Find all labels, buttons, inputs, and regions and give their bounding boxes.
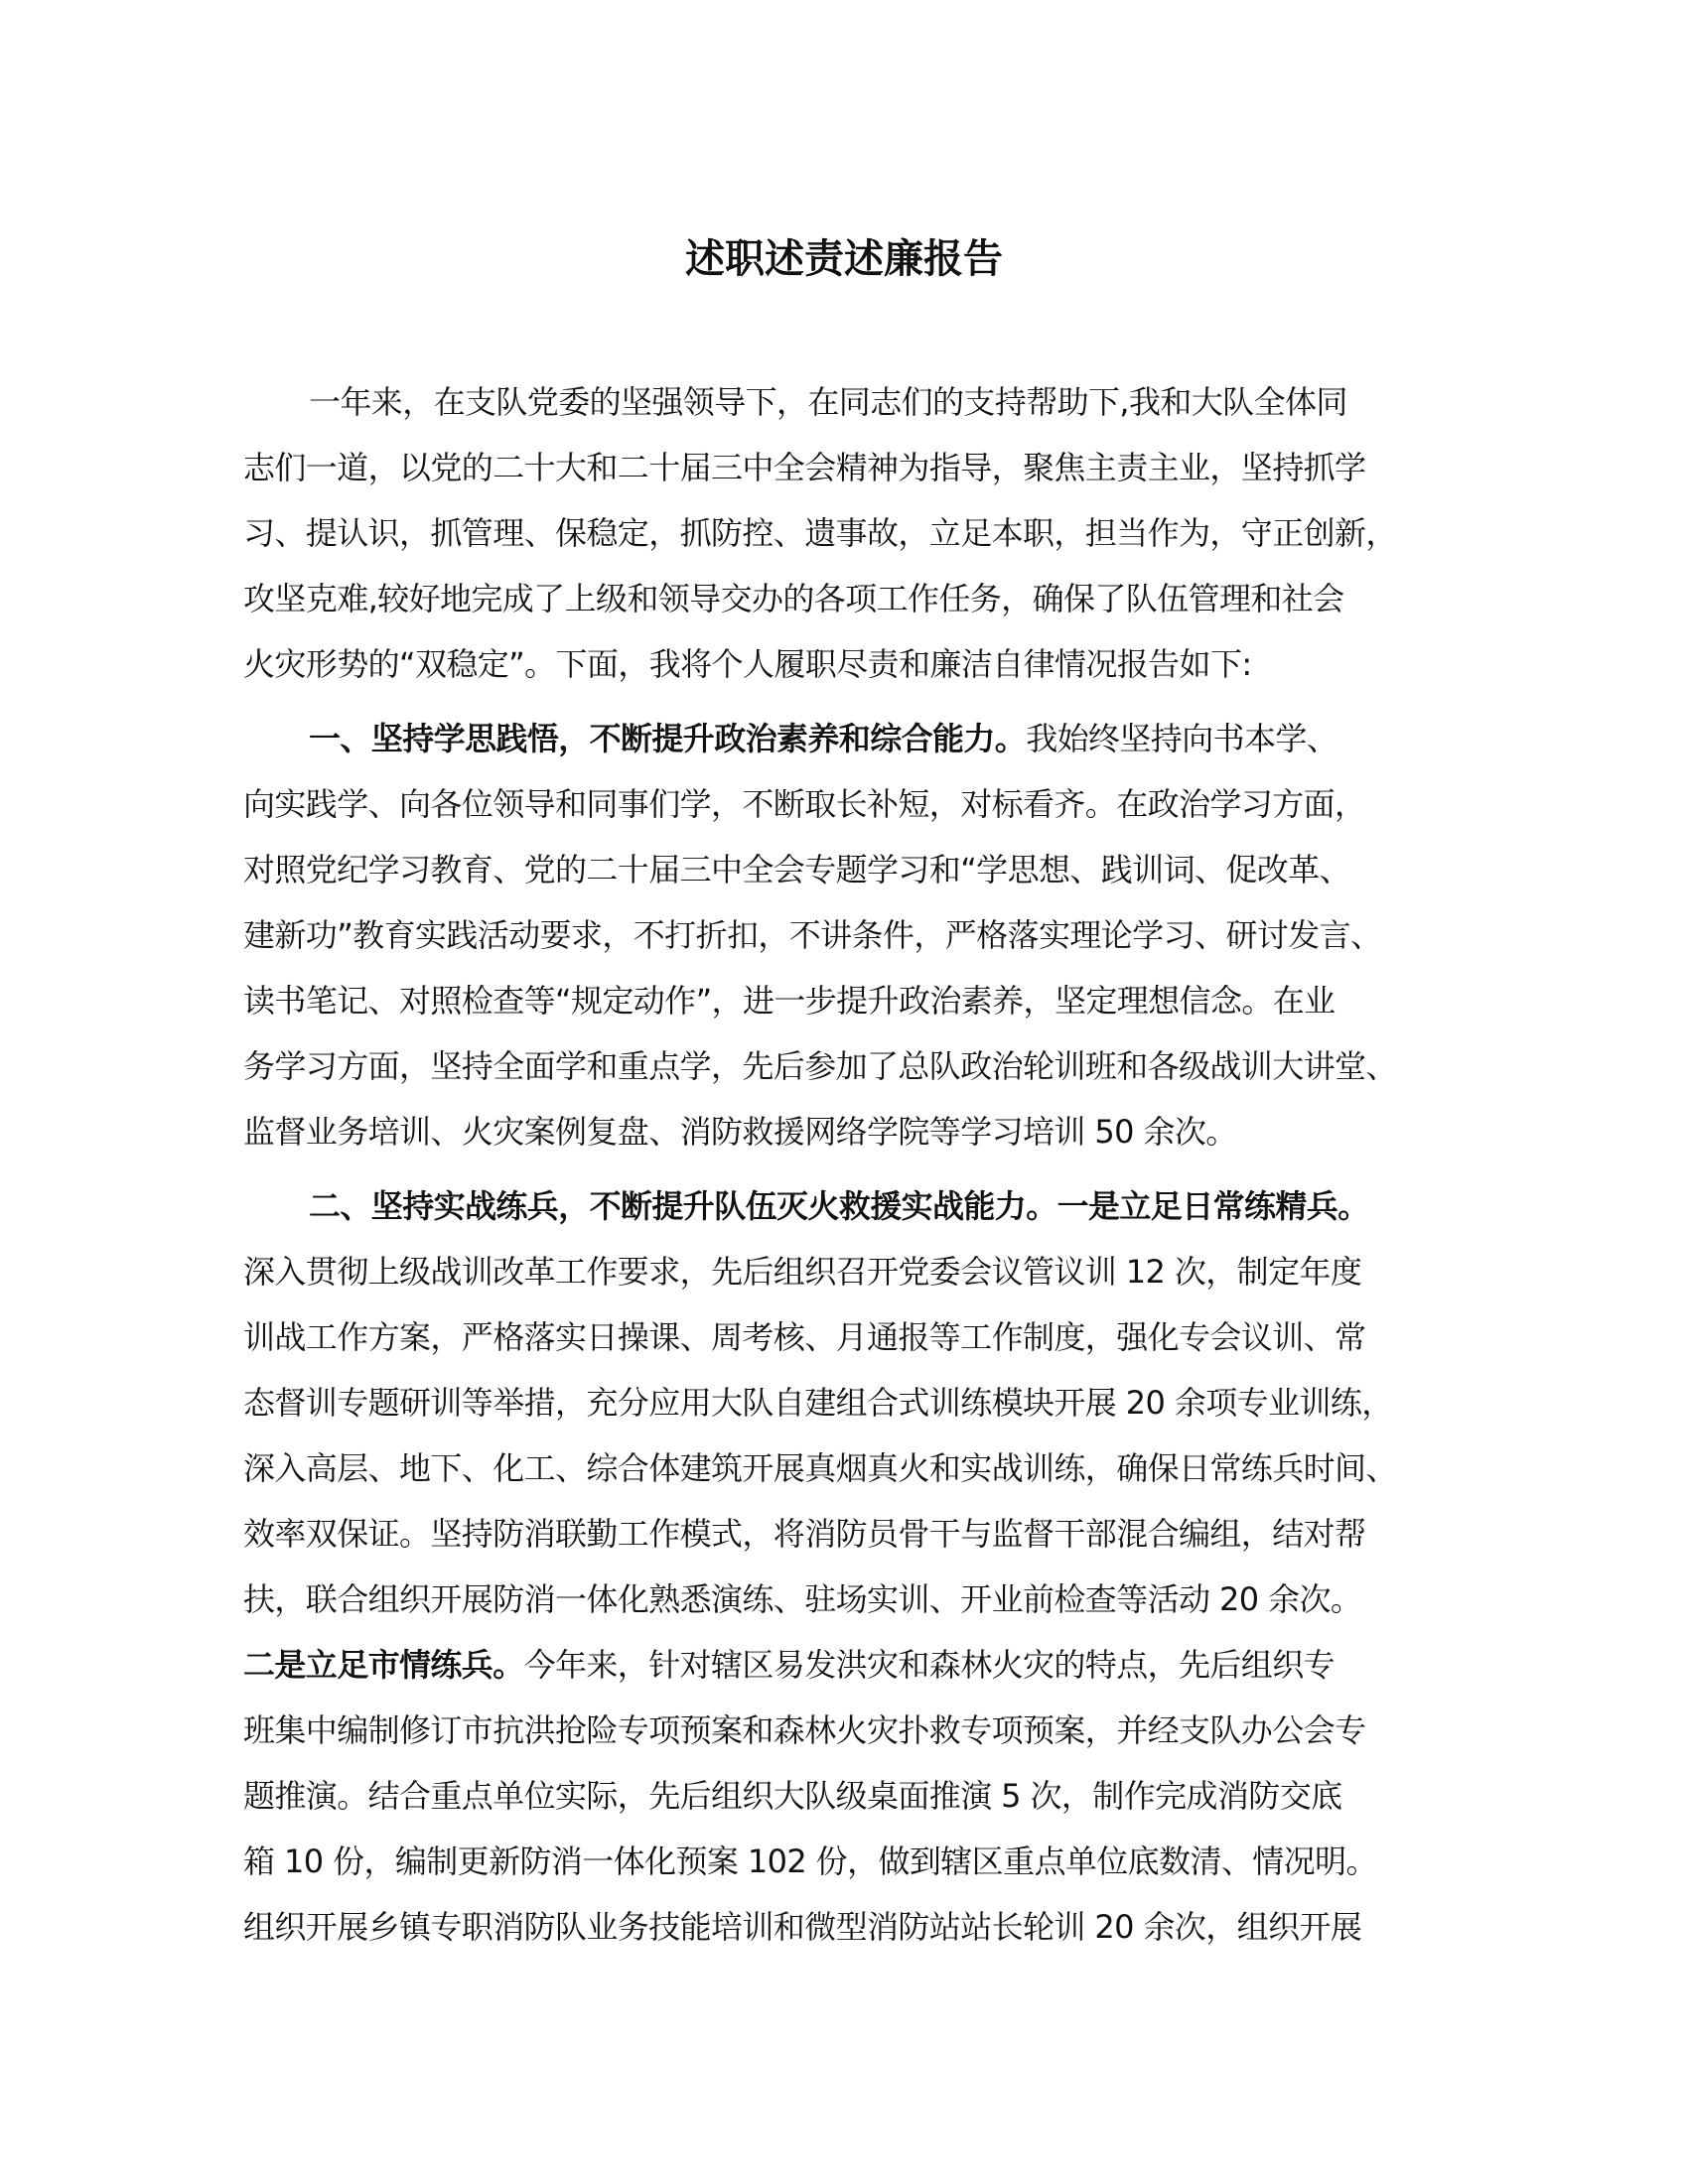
- bold-heading-text: 一、坚持学思践悟，不断提升政治素养和综合能力。: [309, 720, 1027, 757]
- body-text: 班集中编制修订市抗洪抢险专项预案和森林火灾扑救专项预案，并经支队办公会专: [243, 1711, 1366, 1749]
- text-line: [243, 1370, 1465, 1435]
- body-text: 向实践学、向各位领导和同事们学，不断取长补短，对标看齐。在政治学习方面，: [243, 785, 1366, 823]
- text-line: [243, 500, 1465, 566]
- text-line: [243, 1894, 1465, 1960]
- body-text: 态督训专题研训等举措，充分应用大队自建组合式训练模块开展 20 余项专业训练，: [243, 1384, 1393, 1422]
- body-text: 一年来，在支队党委的坚强领导下，在同志们的支持帮助下,我和大队全体同: [309, 383, 1347, 421]
- body-text: 我始终坚持向书本学、: [1026, 720, 1338, 757]
- body-text: 深入高层、地下、化工、综合体建筑开展真烟真火和实战训练，确保日常练兵时间、: [243, 1449, 1397, 1487]
- text-line: [243, 1567, 1465, 1632]
- body-text: 题推演。结合重点单位实际，先后组织大队级桌面推演 5 次，制作完成消防交底: [243, 1777, 1342, 1815]
- body-text: 务学习方面，坚持全面学和重点学，先后参加了总队政治轮训班和各级战训大讲堂、: [243, 1047, 1397, 1085]
- text-line: [243, 706, 1465, 771]
- text-line: [243, 1173, 1465, 1239]
- body-text: 扶，联合组织开展防消一体化熟悉演练、驻场实训、开业前检查等活动 20 余次。: [243, 1580, 1362, 1618]
- text-line: [243, 1304, 1465, 1370]
- body-text: 攻坚克难,较好地完成了上级和领导交办的各项工作任务，确保了队伍管理和社会: [243, 580, 1344, 617]
- body-text: 对照党纪学习教育、党的二十届三中全会专题学习和“学思想、践训词、促改革、: [243, 851, 1350, 888]
- body-text: 监督业务培训、火灾案例复盘、消防救援网络学院等学习培训 50 余次。: [243, 1113, 1237, 1151]
- body-text: 习、提认识，抓管理、保稳定，抓防控、遗事故，立足本职，担当作为，守正创新，: [243, 514, 1397, 552]
- body-text: 志们一道，以党的二十大和二十届三中全会精神为指导，聚焦主责主业，坚持抓学: [243, 449, 1366, 486]
- paragraph: [243, 706, 1465, 1164]
- text-line: [243, 1632, 1465, 1698]
- body-text: 深入贯彻上级战训改革工作要求，先后组织召开党委会议管议训 12 次，制定年度: [243, 1253, 1362, 1291]
- text-line: [243, 631, 1465, 697]
- document-title: 述职述责述廉报告: [685, 235, 1003, 282]
- text-line: [243, 369, 1465, 435]
- text-line: [243, 1829, 1465, 1894]
- text-line: [243, 1099, 1465, 1164]
- text-line: [243, 771, 1465, 837]
- text-line: [243, 1763, 1465, 1829]
- text-line: [243, 435, 1465, 500]
- document-body: [243, 369, 1465, 1969]
- text-line: [243, 1033, 1465, 1099]
- text-line: [243, 968, 1465, 1033]
- body-text: 效率双保证。坚持防消联勤工作模式，将消防员骨干与监督干部混合编组，结对帮: [243, 1515, 1366, 1553]
- body-text: 读书笔记、对照检查等“规定动作”，进一步提升政治素养，坚定理想信念。在业: [243, 982, 1336, 1020]
- bold-heading-text: 二是立足市情练兵。: [243, 1646, 524, 1684]
- body-text: 训战工作方案，严格落实日操课、周考核、月通报等工作制度，强化专会议训、常: [243, 1318, 1366, 1356]
- text-line: [243, 1501, 1465, 1567]
- text-line: [243, 837, 1465, 902]
- body-text: 火灾形势的“双稳定”。下面，我将个人履职尽责和廉洁自律情况报告如下:: [243, 645, 1252, 683]
- text-line: [243, 902, 1465, 968]
- body-text: 组织开展乡镇专职消防队业务技能培训和微型消防站站长轮训 20 余次，组织开展: [243, 1908, 1362, 1946]
- text-line: [243, 1698, 1465, 1763]
- text-line: [243, 1239, 1465, 1304]
- bold-heading-text: 二、坚持实战练兵，不断提升队伍灭火救援实战能力。一是立足日常练精兵。: [309, 1187, 1369, 1225]
- body-text: 建新功”教育实践活动要求，不打折扣，不讲条件，严格落实理论学习、研讨发言、: [243, 916, 1382, 954]
- paragraph: [243, 369, 1465, 697]
- body-text: 今年来，针对辖区易发洪灾和森林火灾的特点，先后组织专: [523, 1646, 1336, 1684]
- text-line: [243, 566, 1465, 631]
- text-line: [243, 1435, 1465, 1501]
- body-text: 箱 10 份，编制更新防消一体化预案 102 份，做到辖区重点单位底数清、情况明。: [243, 1843, 1377, 1880]
- paragraph: [243, 1173, 1465, 1960]
